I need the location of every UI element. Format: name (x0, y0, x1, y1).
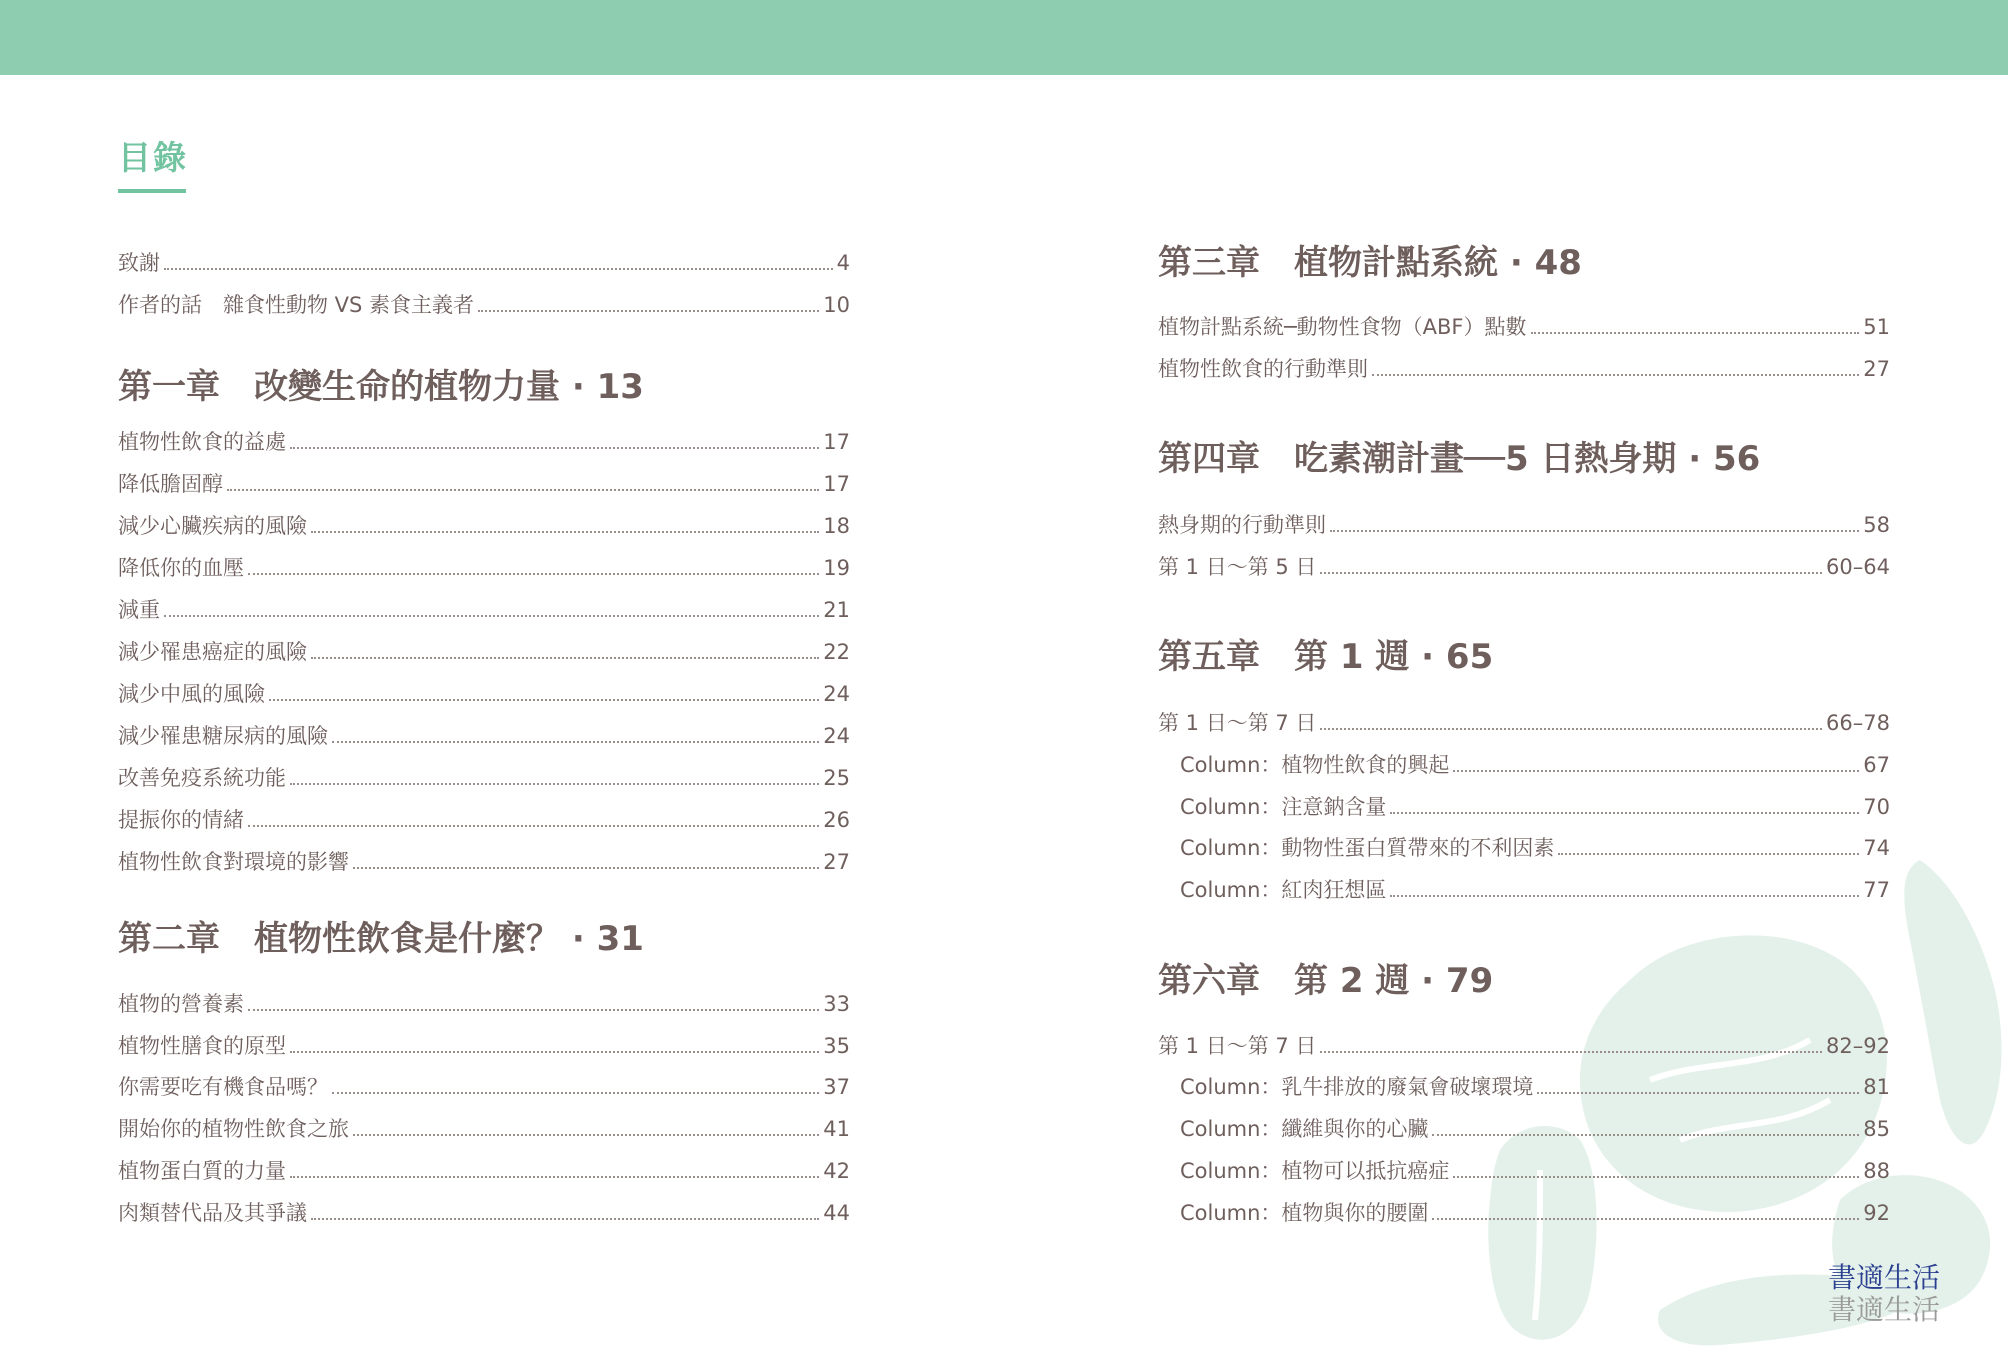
dot-leader (290, 447, 819, 449)
entry-title: 植物蛋白質的力量 (118, 1159, 286, 1183)
entry-page: 77 (1863, 878, 1890, 902)
dot-leader (353, 867, 819, 869)
entry-page: 51 (1863, 315, 1890, 339)
entry-title: 減重 (118, 598, 160, 622)
entry-page: 37 (823, 1075, 850, 1099)
entry-title: 減少中風的風險 (118, 682, 265, 706)
entry-page: 92 (1863, 1201, 1890, 1225)
toc-entry[interactable] (118, 715, 850, 749)
entry-title: 降低膽固醇 (118, 472, 223, 496)
toc-entry[interactable] (118, 673, 850, 707)
toc-column-entry[interactable] (1158, 1192, 1890, 1226)
entry-title: 植物的營養素 (118, 992, 244, 1016)
entry-page: 26 (823, 808, 850, 832)
dot-leader (332, 741, 819, 743)
title-underline (118, 189, 186, 193)
dot-leader (311, 657, 819, 659)
chapter-heading: 第四章 吃素潮計畫──5 日熱身期 · 56 (1158, 439, 1761, 479)
entry-title: 減少心臟疾病的風險 (118, 514, 307, 538)
toc-column-entry[interactable] (1158, 1108, 1890, 1142)
entry-title: 開始你的植物性飲食之旅 (118, 1117, 349, 1141)
dot-leader (290, 783, 819, 785)
entry-title: 肉類替代品及其爭議 (118, 1201, 307, 1225)
entry-page: 42 (823, 1159, 850, 1183)
dot-leader (1432, 1134, 1859, 1136)
toc-column-entry[interactable] (1158, 1150, 1890, 1184)
entry-title: 減少罹患糖尿病的風險 (118, 724, 328, 748)
entry-title: 第 1 日～第 5 日 (1158, 555, 1317, 579)
toc-entry[interactable] (118, 1066, 850, 1100)
dot-leader (1372, 374, 1859, 376)
dot-leader (248, 1009, 819, 1011)
entry-title: Column：植物與你的腰圍 (1180, 1201, 1429, 1225)
toc-entry[interactable] (118, 547, 850, 581)
entry-page: 67 (1863, 753, 1890, 777)
entry-page: 21 (823, 598, 850, 622)
entry-page: 27 (823, 850, 850, 874)
dot-leader (311, 1218, 819, 1220)
entry-title: 降低你的血壓 (118, 556, 244, 580)
dot-leader (1432, 1218, 1859, 1220)
toc-title: 目錄 (118, 138, 188, 177)
entry-page: 17 (823, 430, 850, 454)
entry-title: Column：注意鈉含量 (1180, 795, 1387, 819)
toc-entry[interactable] (118, 463, 850, 497)
dot-leader (1390, 895, 1859, 897)
entry-page: 41 (823, 1117, 850, 1141)
dot-leader (269, 699, 819, 701)
dot-leader (353, 1134, 819, 1136)
toc-entry[interactable] (118, 757, 850, 791)
entry-title: 提振你的情緒 (118, 808, 244, 832)
toc-entry[interactable] (118, 1025, 850, 1059)
dot-leader (164, 268, 833, 270)
toc-column-entry[interactable] (1158, 869, 1890, 903)
entry-title: Column：乳牛排放的廢氣會破壞環境 (1180, 1075, 1534, 1099)
entry-title: 作者的話 雜食性動物 VS 素食主義者 (118, 293, 475, 317)
entry-page: 81 (1863, 1075, 1890, 1099)
entry-title: Column：紅肉狂想區 (1180, 878, 1387, 902)
toc-entry[interactable] (118, 799, 850, 833)
toc-entry[interactable] (118, 631, 850, 665)
toc-column-entry[interactable] (1158, 744, 1890, 778)
dot-leader (1320, 728, 1822, 730)
entry-title: 你需要吃有機食品嗎？ (118, 1075, 328, 1099)
entry-page: 70 (1863, 795, 1890, 819)
entry-title: 第 1 日～第 7 日 (1158, 1034, 1317, 1058)
toc-entry[interactable] (118, 421, 850, 455)
dot-leader (478, 310, 819, 312)
entry-title: 改善免疫系統功能 (118, 766, 286, 790)
dot-leader (290, 1051, 819, 1053)
toc-entry[interactable] (118, 841, 850, 875)
top-color-band (0, 0, 2008, 75)
entry-title: Column：植物可以抵抗癌症 (1180, 1159, 1450, 1183)
entry-page: 74 (1863, 836, 1890, 860)
dot-leader (164, 615, 819, 617)
entry-title: Column：纖維與你的心臟 (1180, 1117, 1429, 1141)
entry-title: 植物計點系統─動物性食物（ABF）點數 (1158, 315, 1527, 339)
dot-leader (1558, 853, 1859, 855)
entry-title: Column：植物性飲食的興起 (1180, 753, 1450, 777)
entry-page: 24 (823, 724, 850, 748)
entry-page: 33 (823, 992, 850, 1016)
dot-leader (1390, 812, 1859, 814)
toc-entry[interactable] (118, 983, 850, 1017)
chapter-heading: 第一章 改變生命的植物力量 · 13 (118, 367, 644, 407)
entry-page: 19 (823, 556, 850, 580)
entry-page: 44 (823, 1201, 850, 1225)
dot-leader (1537, 1092, 1859, 1094)
entry-page: 24 (823, 682, 850, 706)
toc-entry[interactable] (1158, 504, 1890, 538)
watermark-line: 書適生活 (1828, 1261, 1941, 1294)
toc-entry[interactable] (1158, 702, 1890, 736)
entry-page: 4 (836, 251, 850, 275)
entry-title: 植物性飲食對環境的影響 (118, 850, 349, 874)
entry-page: 85 (1863, 1117, 1890, 1141)
dot-leader (1453, 1176, 1859, 1178)
entry-page: 60–64 (1826, 555, 1890, 579)
dot-leader (227, 489, 819, 491)
dot-leader (248, 825, 819, 827)
toc-column-entry[interactable] (1158, 827, 1890, 861)
entry-title: 第 1 日～第 7 日 (1158, 711, 1317, 735)
chapter-heading: 第二章 植物性飲食是什麼？ · 31 (118, 919, 644, 959)
entry-title: 熱身期的行動準則 (1158, 513, 1326, 537)
dot-leader (1531, 332, 1860, 334)
dot-leader (332, 1092, 819, 1094)
toc-entry[interactable] (1158, 348, 1890, 382)
toc-entry[interactable] (118, 242, 850, 276)
chapter-heading: 第五章 第 1 週 · 65 (1158, 637, 1494, 677)
dot-leader (248, 573, 819, 575)
entry-page: 82–92 (1826, 1034, 1890, 1058)
toc-entry[interactable] (118, 505, 850, 539)
entry-page: 58 (1863, 513, 1890, 537)
toc-entry[interactable] (118, 284, 850, 318)
toc-column-entry[interactable] (1158, 1066, 1890, 1100)
watermark-line: 書適生活 (1828, 1293, 1941, 1326)
entry-page: 22 (823, 640, 850, 664)
dot-leader (311, 531, 819, 533)
toc-entry[interactable] (118, 1192, 850, 1226)
entry-title: 植物性膳食的原型 (118, 1034, 286, 1058)
entry-page: 10 (823, 293, 850, 317)
publisher-watermark (1828, 1262, 1940, 1326)
dot-leader (1320, 1051, 1822, 1053)
toc-entry[interactable] (1158, 546, 1890, 580)
entry-page: 17 (823, 472, 850, 496)
entry-page: 35 (823, 1034, 850, 1058)
toc-entry[interactable] (118, 1150, 850, 1184)
chapter-heading: 第六章 第 2 週 · 79 (1158, 961, 1494, 1001)
toc-entry[interactable] (118, 589, 850, 623)
dot-leader (1453, 770, 1859, 772)
entry-page: 66–78 (1826, 711, 1890, 735)
entry-title: 植物性飲食的益處 (118, 430, 286, 454)
dot-leader (1330, 530, 1859, 532)
entry-title: 植物性飲食的行動準則 (1158, 357, 1368, 381)
toc-entry[interactable] (1158, 306, 1890, 340)
entry-title: Column：動物性蛋白質帶來的不利因素 (1180, 836, 1555, 860)
entry-title: 致謝 (118, 251, 160, 275)
toc-column-entry[interactable] (1158, 786, 1890, 820)
entry-page: 18 (823, 514, 850, 538)
toc-entry[interactable] (1158, 1025, 1890, 1059)
chapter-heading: 第三章 植物計點系統 · 48 (1158, 243, 1582, 283)
dot-leader (290, 1176, 819, 1178)
toc-entry[interactable] (118, 1108, 850, 1142)
entry-page: 88 (1863, 1159, 1890, 1183)
entry-title: 減少罹患癌症的風險 (118, 640, 307, 664)
dot-leader (1320, 572, 1822, 574)
entry-page: 27 (1863, 357, 1890, 381)
entry-page: 25 (823, 766, 850, 790)
